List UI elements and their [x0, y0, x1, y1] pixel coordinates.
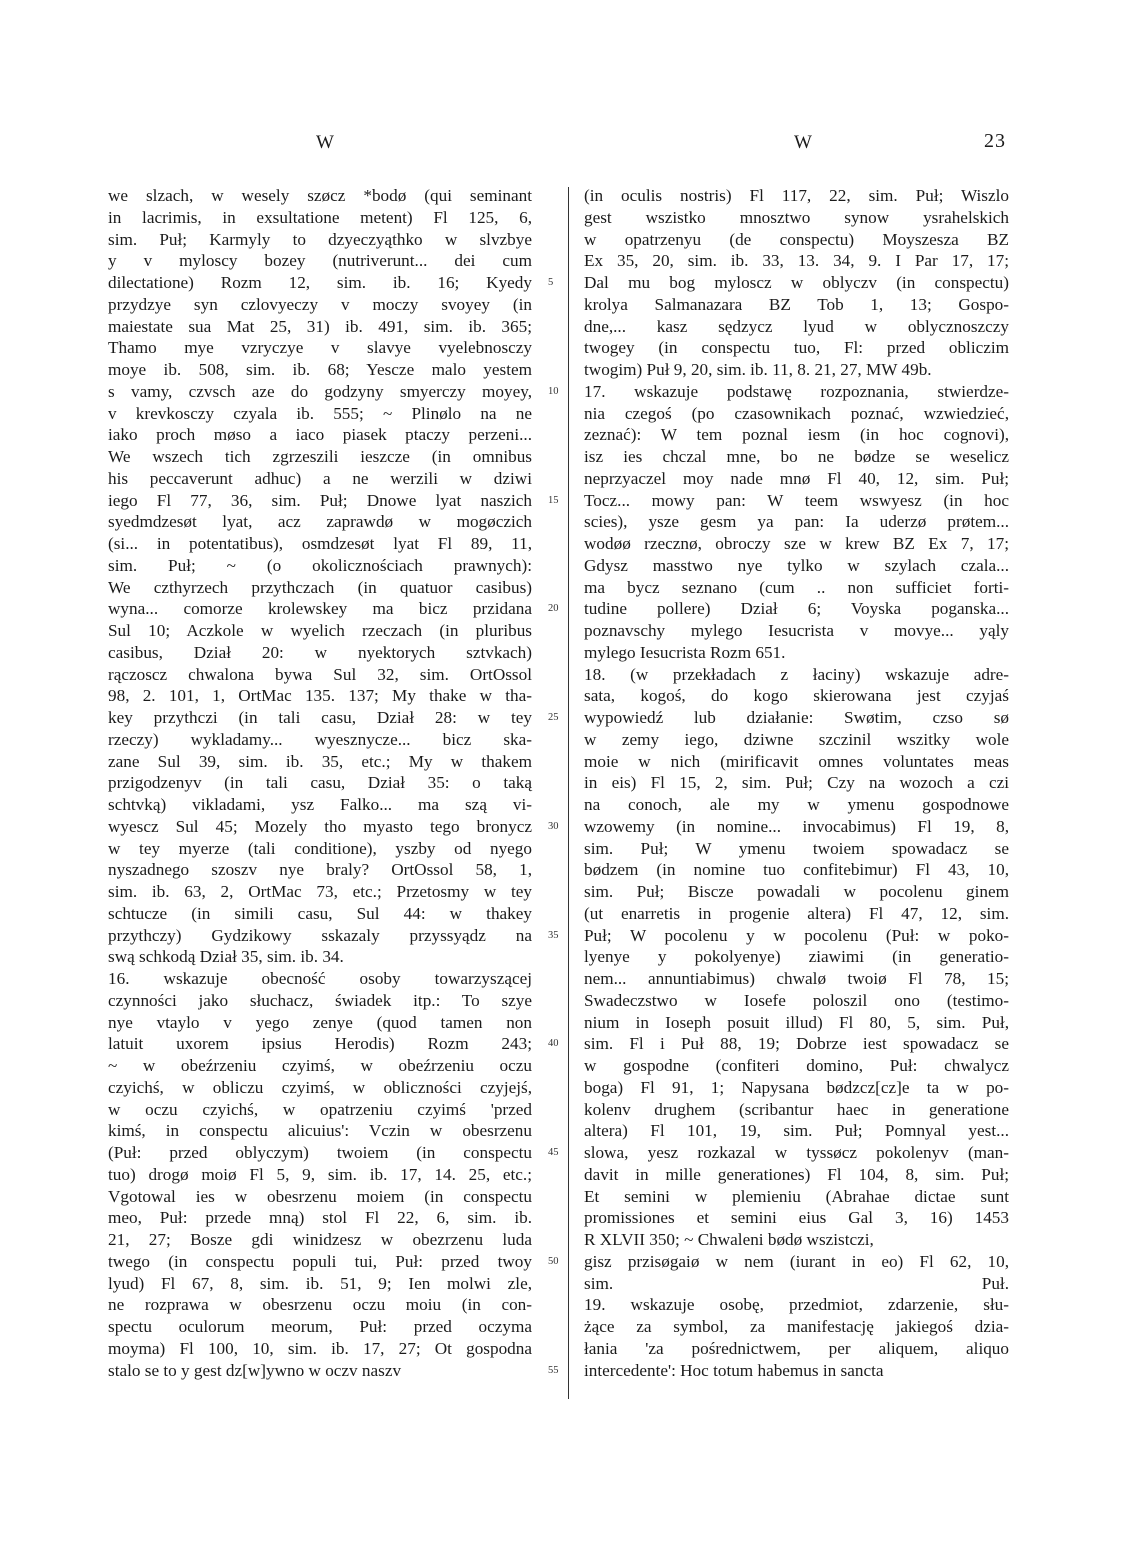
line-number: 40	[548, 1038, 559, 1050]
text-line: mylego Iesucrista Rozm 651.	[584, 642, 786, 662]
text-line: s vamy, czvsch aze do godzyny smyerczy moyey,	[108, 381, 532, 401]
right-column	[584, 185, 1009, 1381]
text-line: sim. Puł; W ymenu twoiem spowadacz se	[584, 838, 1009, 858]
text-line: Swadeczstwo w Iosefe poloszil ono (testimo-	[584, 990, 1009, 1010]
text-line: gest wszistko mnosztwo synow ysrahelskich	[584, 207, 1009, 227]
text-line: iego Fl 77, 36, sim. Puł; Dnowe lyat naszich	[108, 490, 532, 510]
text-line: sim. Puł; Bisczе powadali w pocolenu ginem	[584, 882, 1009, 901]
text-line: poznavschy mylego Iesucrista v movye... yąly	[584, 621, 1009, 640]
text-line: zane Sul 39, sim. ib. 35, etc.; My w thakem	[108, 751, 532, 771]
text-line: sim. Puł.	[584, 1273, 1009, 1293]
line-number: 55	[548, 1364, 559, 1376]
text-line: nyszadnego szoszv nye braly? OrtOssol 58, 1,	[108, 860, 532, 880]
text-line: maiestate sua Mat 25, 31) ib. 491, sim. ib. 365;	[108, 316, 532, 336]
text-line: isz ies chczal mne, bo ne bødze se weselicz	[584, 447, 1009, 466]
text-line: krolya Salmanazara BZ Tob 1, 13; Gospo-	[584, 294, 1009, 314]
text-line: żące za symbol, za manifestację jakiegoś dzia-	[584, 1317, 1009, 1336]
text-line: altera) Fl 101, 19, sim. Puł; Pomnyal yest...	[584, 1121, 1009, 1141]
text-line: Et semini w plemieniu (Abrahae dictae sunt	[584, 1186, 1009, 1206]
text-line: key przythczi (in tali casu, Dział 28: w tey	[108, 708, 532, 727]
text-line: rzeczy) wykladamy... wyesznycze... bicz ska-	[108, 729, 532, 749]
text-line: (ut enarretis in progenie altera) Fl 47, 12, sim.	[584, 903, 1009, 923]
text-line: lyenye y pokolyenye) ziawimi (in generatio-	[584, 947, 1009, 967]
text-line: wodøø rzecznø, obroczy sze w krew BZ Ex 7, 17;	[584, 534, 1009, 553]
text-line: stalo se to y gest dz[w]ywno w oczv naszv	[108, 1360, 402, 1380]
text-line: moyma) Fl 100, 10, sim. ib. 17, 27; Ot gospodna	[108, 1338, 532, 1358]
text-line: Thamo mye vzryczye v slavye vyelebnosczy	[108, 338, 532, 358]
text-line: gisz przisøgaiø w nem (iurant in eo) Fl 62, 10,	[584, 1251, 1009, 1271]
column-divider	[568, 187, 569, 1399]
text-line: na conoch, ale my w ymenu gospodnowe	[584, 795, 1009, 814]
text-line: Tocz... mowy pan: W teem wswyesz (in hoc	[584, 490, 1009, 510]
text-line: czyichś, w obliczu czyimś, w obliczności czyjejś,	[108, 1077, 532, 1097]
text-line: przydzye syn czlovyeczy v moczy svoyey (in	[108, 294, 532, 314]
text-line: slowa, yesz rozkazal w tyssøcz pokolenyv (man-	[584, 1143, 1009, 1162]
text-line: 18. (w przekładach z łaciny) wskazuje adre-	[584, 664, 1009, 684]
text-line: meo, Puł: przede mną) stol Fl 22, 6, sim. ib.	[108, 1208, 532, 1228]
text-line: ma bycz seznano (cum .. non sufficiet forti-	[584, 577, 1009, 597]
text-line: iako proch møso a iaco piasek ptaczy perzeni...	[108, 425, 532, 445]
text-line: sim. Puł; ~ (o okolicznościach prawnych):	[108, 555, 532, 575]
text-line: 21, 27; Bosze gdi winidzesz w obezrzenu luda	[108, 1230, 532, 1249]
text-line: zeznać): W tem poznal iesm (in hoc cognovi),	[584, 425, 1009, 445]
text-line: w oczu czyichś, w opatrzeniu czyimś 'przed	[108, 1099, 532, 1119]
line-number: 45	[548, 1147, 559, 1158]
text-line: w gospodne (confiteri domino, Puł: chwalycz	[584, 1056, 1009, 1075]
text-line: nye vtaylo v yego zenye (quod tamen non	[108, 1012, 532, 1032]
text-line: promissiones et semini eius Gal 3, 16) 1453	[584, 1208, 1009, 1228]
text-line: kolenv drughem (scribantur haec in generatione	[584, 1099, 1009, 1119]
text-line: Sul 10; Aczkole w wyelich rzeczach (in pluribus	[108, 621, 532, 640]
text-line: swą schkodą Dział 35, sim. ib. 34.	[108, 947, 344, 967]
text-line: 17. wskazuje podstawę rozpoznania, stwierdze-	[584, 381, 1009, 401]
text-line: kimś, in conspectu alicuius': Vczin w obesrzenu	[108, 1121, 532, 1141]
line-number: 10	[548, 385, 559, 397]
text-line: casibus, Dział 20: w nyektorych sztvkach)	[108, 642, 532, 662]
header-left-letter: W	[316, 132, 335, 153]
text-line: latuit uxorem ipsius Herodis) Rozm 243;	[108, 1034, 532, 1054]
text-line: rączoscz chwalona bywa Sul 32, sim. OrtOssol	[108, 664, 532, 684]
text-line: sim. Puł; Karmyly to dzyeczyąthko w slvzbye	[108, 229, 532, 249]
text-line: syedmdzesøt lyat, acz zaprawdø w mogøczich	[108, 512, 532, 532]
text-line: nium in Ioseph posuit illud) Fl 80, 5, sim. Puł,	[584, 1012, 1009, 1032]
text-line: schtucze (in simili casu, Sul 44: w thakey	[108, 903, 532, 923]
text-line: schtvką) vikladami, ysz Falko... ma szą vi-	[108, 795, 532, 814]
text-line: spectu oculorum meorum, Puł: przed oczyma	[108, 1317, 532, 1336]
text-line: w opatrzenyu (de conspectu) Moyszesza BZ	[584, 229, 1009, 249]
text-line: intercedente': Hoc totum habemus in sancta	[584, 1360, 884, 1380]
text-line: przythczy) Gydzikowy sskazaly przyssyądz na	[108, 925, 532, 945]
text-line: we slzach, w wesely szøcz *bodø (qui seminant	[108, 186, 532, 205]
text-line: (in oculis nostris) Fl 117, 22, sim. Puł; Wiszlo	[584, 186, 1009, 205]
text-line: Dal mu bog myloscz w oblyczv (in conspectu)	[584, 273, 1009, 292]
text-line: nem... annuntiabimus) chwalø twoiø Fl 78, 15;	[584, 969, 1009, 988]
line-number: 15	[548, 494, 559, 506]
line-number: 5	[548, 277, 554, 288]
text-line: lyud) Fl 67, 8, sim. ib. 51, 9; Ien molwi zle,	[108, 1273, 532, 1293]
text-line: neprzyaczel moy nade mnø Fl 40, 12, sim. Puł;	[584, 468, 1009, 488]
text-line: moye ib. 508, sim. ib. 68; Yescze malo yestem	[108, 360, 532, 379]
text-line: in eis) Fl 15, 2, sim. Puł; Czy na wozoch a czi	[584, 773, 1009, 793]
text-line: sim. ib. 63, 2, OrtMac 73, etc.; Przetosmy w tey	[108, 882, 532, 901]
text-line: tudine pollere) Dział 6; Voyska poganska...	[584, 599, 1009, 619]
text-line: Vgotowal ies w obesrzenu moiem (in conspectu	[108, 1186, 532, 1206]
text-line: his peccaverunt adhuc) a ne werzili w dziwi	[108, 468, 532, 488]
text-line: bødzem (in nomine tuo confitebimur) Fl 43, 10,	[584, 860, 1009, 880]
text-line: ne rozprawa w obesrzenu oczu moiu (in con-	[108, 1295, 532, 1315]
text-line: (si... in potentatibus), osmdzesøt lyat Fl 89, 11,	[108, 534, 532, 553]
text-line: przigodzenyv (in tali casu, Dział 35: o taką	[108, 773, 532, 793]
text-line: R XLVII 350; ~ Chwaleni bødø wszistczi,	[584, 1230, 874, 1249]
text-line: twego (in conspectu populi tui, Puł: przed twoy	[108, 1251, 532, 1271]
text-line: w tey myerze (tali conditione), yszby od nyego	[108, 838, 532, 858]
text-line: in lacrimis, in exsultatione metent) Fl 125, 6,	[108, 207, 532, 227]
line-number: 25	[548, 712, 559, 723]
text-line: boga) Fl 91, 1; Napysana bødzcz[cz]e ta w po-	[584, 1077, 1009, 1097]
text-line: czynności jako słuchacz, świadek itp.: To szye	[108, 990, 532, 1010]
text-line: We czthyrzech przythczach (in quatuor casibus)	[108, 577, 532, 597]
text-line: sata, kogoś, do kogo skierowana jest czyjaś	[584, 686, 1009, 706]
header-right-letter: W	[794, 132, 813, 153]
line-number: 30	[548, 820, 559, 832]
text-line: twogey (in conspectu tuo, Fl: przed obliczim	[584, 338, 1009, 358]
page-header	[0, 128, 1130, 158]
text-line: moie w nich (mirificavit omnes voluntates meas	[584, 751, 1009, 771]
text-line: We wszech tich zgrzeszili ieszcze (in omnibus	[108, 447, 532, 466]
left-column	[108, 185, 532, 1381]
text-line: v krevkosczy czyala ib. 555; ~ Plinølo na ne	[108, 403, 532, 423]
text-line: wyescz Sul 45; Mozely tho myasto tego bronycz	[108, 816, 532, 836]
text-line: łania 'za pośrednictwem, per aliquem, aliquo	[584, 1338, 1009, 1358]
text-line: davit in mille generationes) Fl 104, 8, sim. Puł;	[584, 1164, 1009, 1184]
text-line: 19. wskazuje osobę, przedmiot, zdarzenie, słu-	[584, 1295, 1009, 1315]
text-line: Ex 35, 20, sim. ib. 33, 13. 34, 9. I Par 17, 17;	[584, 251, 1009, 271]
text-line: ~ w obeźrzeniu czyimś, w obeźrzeniu oczu	[108, 1056, 532, 1075]
text-line: 98, 2. 101, 1, OrtMac 135. 137; My thake w tha-	[108, 686, 532, 706]
text-line: sim. Fl i Puł 88, 19; Dobrze iest spowadacz se	[584, 1034, 1009, 1054]
text-line: y v myloscy bozey (nutriverunt... dei cum	[108, 251, 532, 271]
text-line: scies), ysze gesm ya pan: Ia uderzø prøtem...	[584, 512, 1009, 532]
line-number: 50	[548, 1255, 559, 1267]
text-line: tuo) drogø moiø Fl 5, 9, sim. ib. 17, 14. 25, etc.;	[108, 1164, 532, 1184]
text-line: nia czegoś (po czasownikach poznać, wzwiedzieć,	[584, 403, 1009, 423]
text-line: 16. wskazuje obecność osoby towarzyszącej	[108, 969, 532, 988]
text-line: (Puł: przed oblyczym) twoiem (in conspectu	[108, 1143, 532, 1162]
text-line: wzowemy (in nomine... invocabimus) Fl 19, 8,	[584, 816, 1009, 836]
text-line: wyna... comorze krolewskey ma bicz przidana	[108, 599, 532, 619]
text-line: dne,... kasz sędzycz lyud w oblycznoszczy	[584, 316, 1009, 336]
text-line: twogim) Puł 9, 20, sim. ib. 11, 8. 21, 27, MW 49b.	[584, 360, 932, 379]
page-number: 23	[984, 130, 1006, 152]
line-number: 35	[548, 929, 559, 941]
text-line: Puł; W pocolenu y w pocolenu (Puł: w poko-	[584, 925, 1009, 945]
text-line: wypowiedź lub działanie: Swøtim, czso sø	[584, 708, 1009, 727]
text-line: Gdysz masstwo nye tylko w szylach czala...	[584, 555, 1009, 575]
text-line: w zemy iego, dziwne szczinil wszitky wole	[584, 729, 1009, 749]
text-line: dilectatione) Rozm 12, sim. ib. 16; Kyedy	[108, 273, 532, 292]
line-number: 20	[548, 603, 559, 615]
